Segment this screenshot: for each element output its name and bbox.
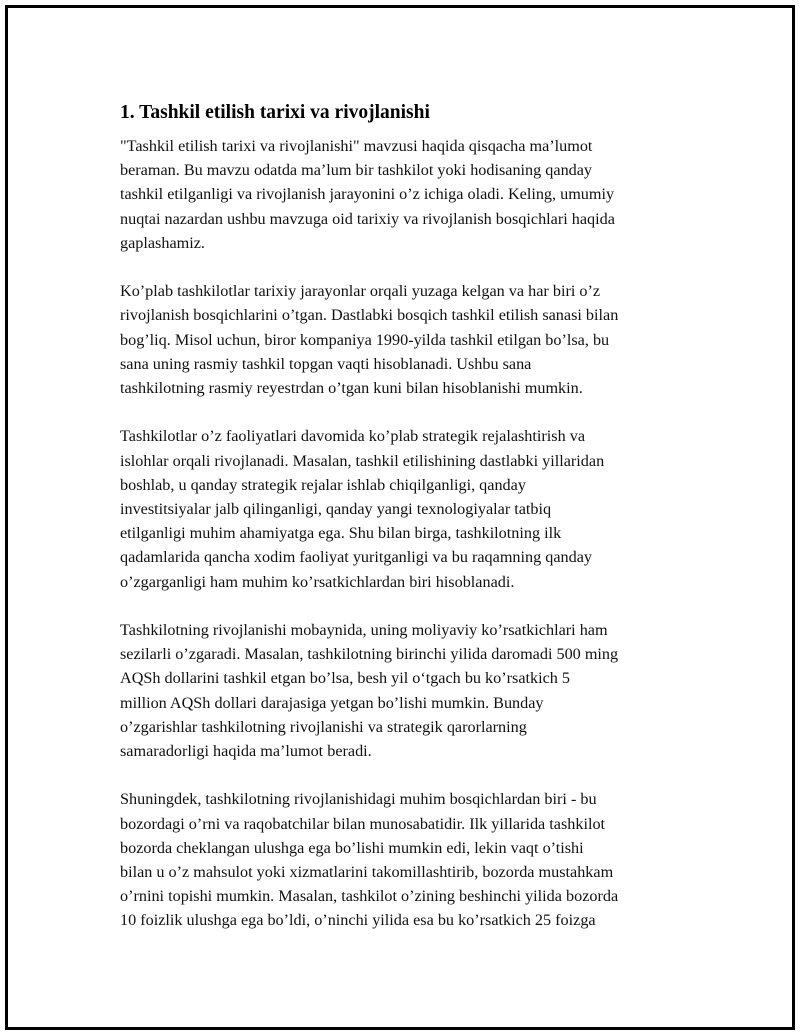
text-line: investitsiyalar jalb qilinganligi, qanday yangi texnologiyalar tatbiq bbox=[120, 500, 552, 519]
text-line: rivojlanish bosqichlarini o’tgan. Dastlabki bosqich tashkil etilish sanasi bilan bbox=[120, 306, 619, 325]
text-line: nuqtai nazardan ushbu mavzuga oid tarixiy va rivojlanish bosqichlari haqida bbox=[120, 209, 615, 228]
text-line: beraman. Bu mavzu odatda ma’lum bir tashkilot yoki hodisaning qanday bbox=[120, 161, 593, 180]
text-line: tashkilotning rasmiy reyestrdan o’tgan kuni bilan hisoblanishi mumkin. bbox=[120, 379, 583, 398]
text-line: Tashkilotning rivojlanishi mobaynida, uning moliyaviy ko’rsatkichlari ham bbox=[120, 621, 608, 640]
page-frame bbox=[5, 5, 795, 1030]
text-line: sana uning rasmiy tashkil topgan vaqti hisoblanadi. Ushbu sana bbox=[120, 354, 532, 373]
page-title: 1. Tashkil etilish tarixi va rivojlanishi bbox=[120, 102, 430, 123]
text-line: 10 foizlik ulushga ega bo’ldi, o’ninchi yilida esa bu ko’rsatkich 25 foizga bbox=[120, 911, 596, 930]
text-line: million AQSh dollari darajasiga yetgan bo’lishi mumkin. Bunday bbox=[120, 693, 544, 712]
text-line: bog’liq. Misol uchun, biror kompaniya 1990-yilda tashkil etilgan bo’lsa, bu bbox=[120, 330, 610, 349]
text-line: qadamlarida qancha xodim faoliyat yuritganligi va bu raqamning qanday bbox=[120, 548, 592, 567]
text-line: bozorda cheklangan ulushga ega bo’lishi mumkin edi, lekin vaqt o’tishi bbox=[120, 838, 584, 857]
text-line: gaplashamiz. bbox=[120, 233, 205, 252]
paragraph bbox=[120, 134, 700, 255]
text-line: "Tashkil etilish tarixi va rivojlanishi" mavzusi haqida qisqacha ma’lumot bbox=[120, 137, 593, 155]
text-line: boshlab, u qanday strategik rejalar ishlab chiqilganligi, qanday bbox=[120, 475, 526, 494]
text-line: Shuningdek, tashkilotning rivojlanishidagi muhim bosqichlardan biri - bu bbox=[120, 790, 597, 809]
document-body bbox=[120, 100, 700, 957]
text-line: Tashkilotlar o’z faoliyatlari davomida ko’plab strategik rejalashtirish va bbox=[120, 427, 586, 446]
text-line: Ko’plab tashkilotlar tarixiy jarayonlar orqali yuzaga kelgan va har biri o’z bbox=[120, 282, 601, 301]
text-line: o’zgarishlar tashkilotning rivojlanishi va strategik qarorlarning bbox=[120, 717, 527, 736]
text-line: o’zgarganligi ham muhim ko’rsatkichlardan biri hisoblanadi. bbox=[120, 572, 515, 591]
text-line: bilan u o’z mahsulot yoki xizmatlarini takomillashtirib, bozorda mustahkam bbox=[120, 863, 614, 882]
paragraph bbox=[120, 618, 700, 763]
text-line: AQSh dollarini tashkil etgan bo’lsa, besh yil o‘tgach bu ko’rsatkich 5 bbox=[120, 669, 571, 688]
text-line: o’rnini topishi mumkin. Masalan, tashkilot o’zining beshinchi yilida bozorda bbox=[120, 887, 619, 906]
text-line: sezilarli o’zgaradi. Masalan, tashkilotning birinchi yilida daromadi 500 ming bbox=[120, 645, 619, 664]
paragraph bbox=[120, 787, 700, 932]
text-line: tashkil etilganligi va rivojlanish jarayonini o’z ichiga oladi. Keling, umumiy bbox=[120, 185, 615, 204]
paragraph bbox=[120, 424, 700, 593]
paragraph bbox=[120, 279, 700, 400]
paragraph-list bbox=[120, 134, 700, 933]
text-line: samaradorligi haqida ma’lumot beradi. bbox=[120, 742, 372, 761]
text-line: islohlar orqali rivojlanadi. Masalan, tashkil etilishining dastlabki yillaridan bbox=[120, 451, 605, 470]
text-line: bozordagi o’rni va raqobatchilar bilan munosabatidir. Ilk yillarida tashkilot bbox=[120, 814, 606, 833]
text-line: etilganligi muhim ahamiyatga ega. Shu bilan birga, tashkilotning ilk bbox=[120, 524, 562, 543]
